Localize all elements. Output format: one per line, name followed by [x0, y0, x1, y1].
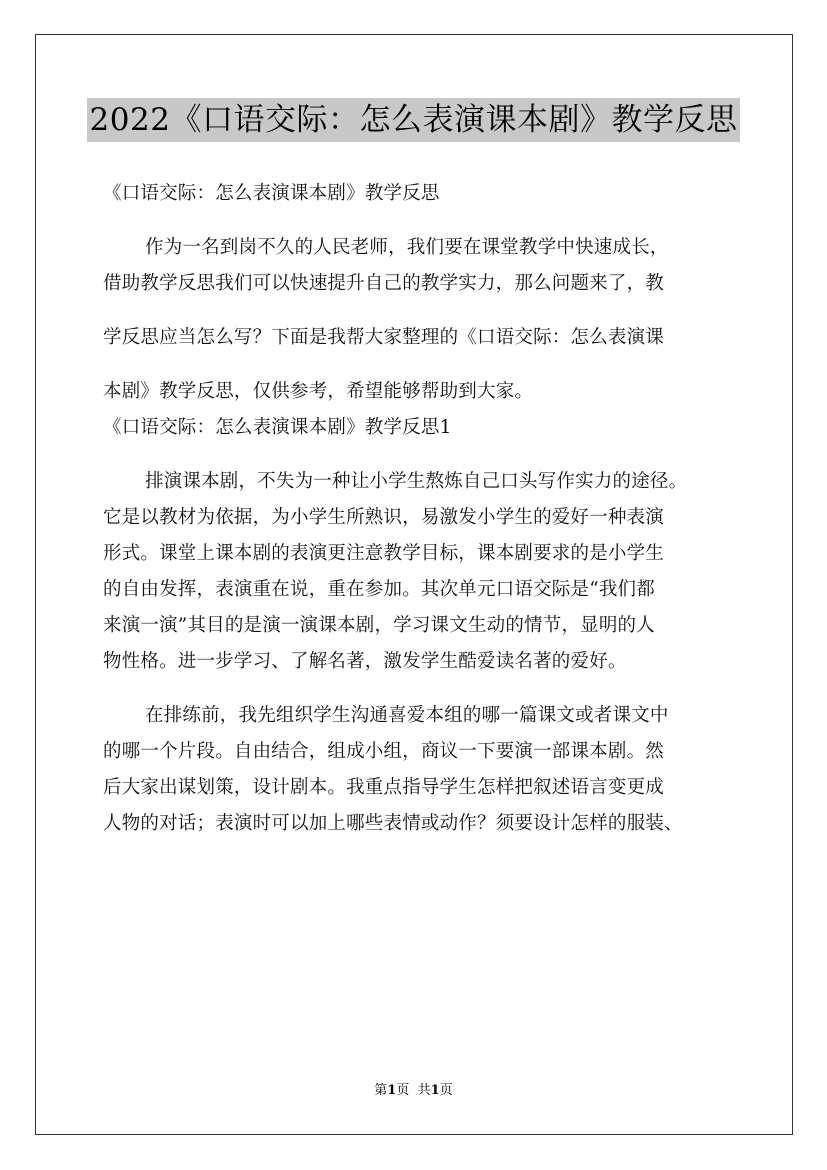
- text-line: 形式。课堂上课本剧的表演更注意教学目标，课本剧要求的是小学生: [103, 543, 665, 564]
- page-footer: [0, 1082, 827, 1100]
- page-suffix: 页: [396, 1083, 410, 1098]
- text-line: 学反思应当怎么写？下面是我帮大家整理的《口语交际：怎么表演课: [103, 327, 665, 348]
- text-line: 《口语交际：怎么表演课本剧》教学反思1: [103, 417, 452, 438]
- page-prefix: 第: [374, 1083, 388, 1098]
- text-line: 在排练前，我先组织学生沟通喜爱本组的哪一篇课文或者课文中: [145, 705, 669, 726]
- text-line: 人物的对话；表演时可以加上哪些表情或动作？须要设计怎样的服装、: [103, 813, 683, 834]
- text-line: 的自由发挥，表演重在说，重在参加。其次单元口语交际是“我们都: [103, 579, 655, 600]
- text-line: 排演课本剧，不失为一种让小学生熬炼自己口头写作实力的途径。: [145, 471, 688, 492]
- page-number: 1: [387, 1083, 397, 1098]
- total-suffix: 页: [439, 1083, 453, 1098]
- total-prefix: 共: [417, 1083, 431, 1098]
- text-line: 来演一演”其目的是演一演课本剧，学习课文生动的情节，显明的人: [103, 615, 655, 636]
- document-title: 2022《口语交际：怎么表演课本剧》教学反思: [87, 98, 741, 142]
- text-line: 后大家出谋划策，设计剧本。我重点指导学生怎样把叙述语言变更成: [103, 777, 665, 798]
- text-line: 借助教学反思我们可以快速提升自己的教学实力，那么问题来了，教: [103, 273, 665, 294]
- text-line: 物性格。进一步学习、了解名著，激发学生酷爱读名著的爱好。: [103, 651, 627, 672]
- text-line: 本剧》教学反思，仅供参考，希望能够帮助到大家。: [103, 381, 534, 402]
- text-line: 《口语交际：怎么表演课本剧》教学反思: [103, 183, 440, 204]
- text-line: 它是以教材为依据，为小学生所熟识，易激发小学生的爱好一种表演: [103, 507, 665, 528]
- title-container: [0, 98, 827, 142]
- document-body: [103, 176, 733, 842]
- text-line: 的哪一个片段。自由结合，组成小组，商议一下要演一部课本剧。然: [103, 741, 665, 762]
- text-line: 作为一名到岗不久的人民老师，我们要在课堂教学中快速成长，: [145, 237, 669, 258]
- total-pages: 1: [430, 1083, 440, 1098]
